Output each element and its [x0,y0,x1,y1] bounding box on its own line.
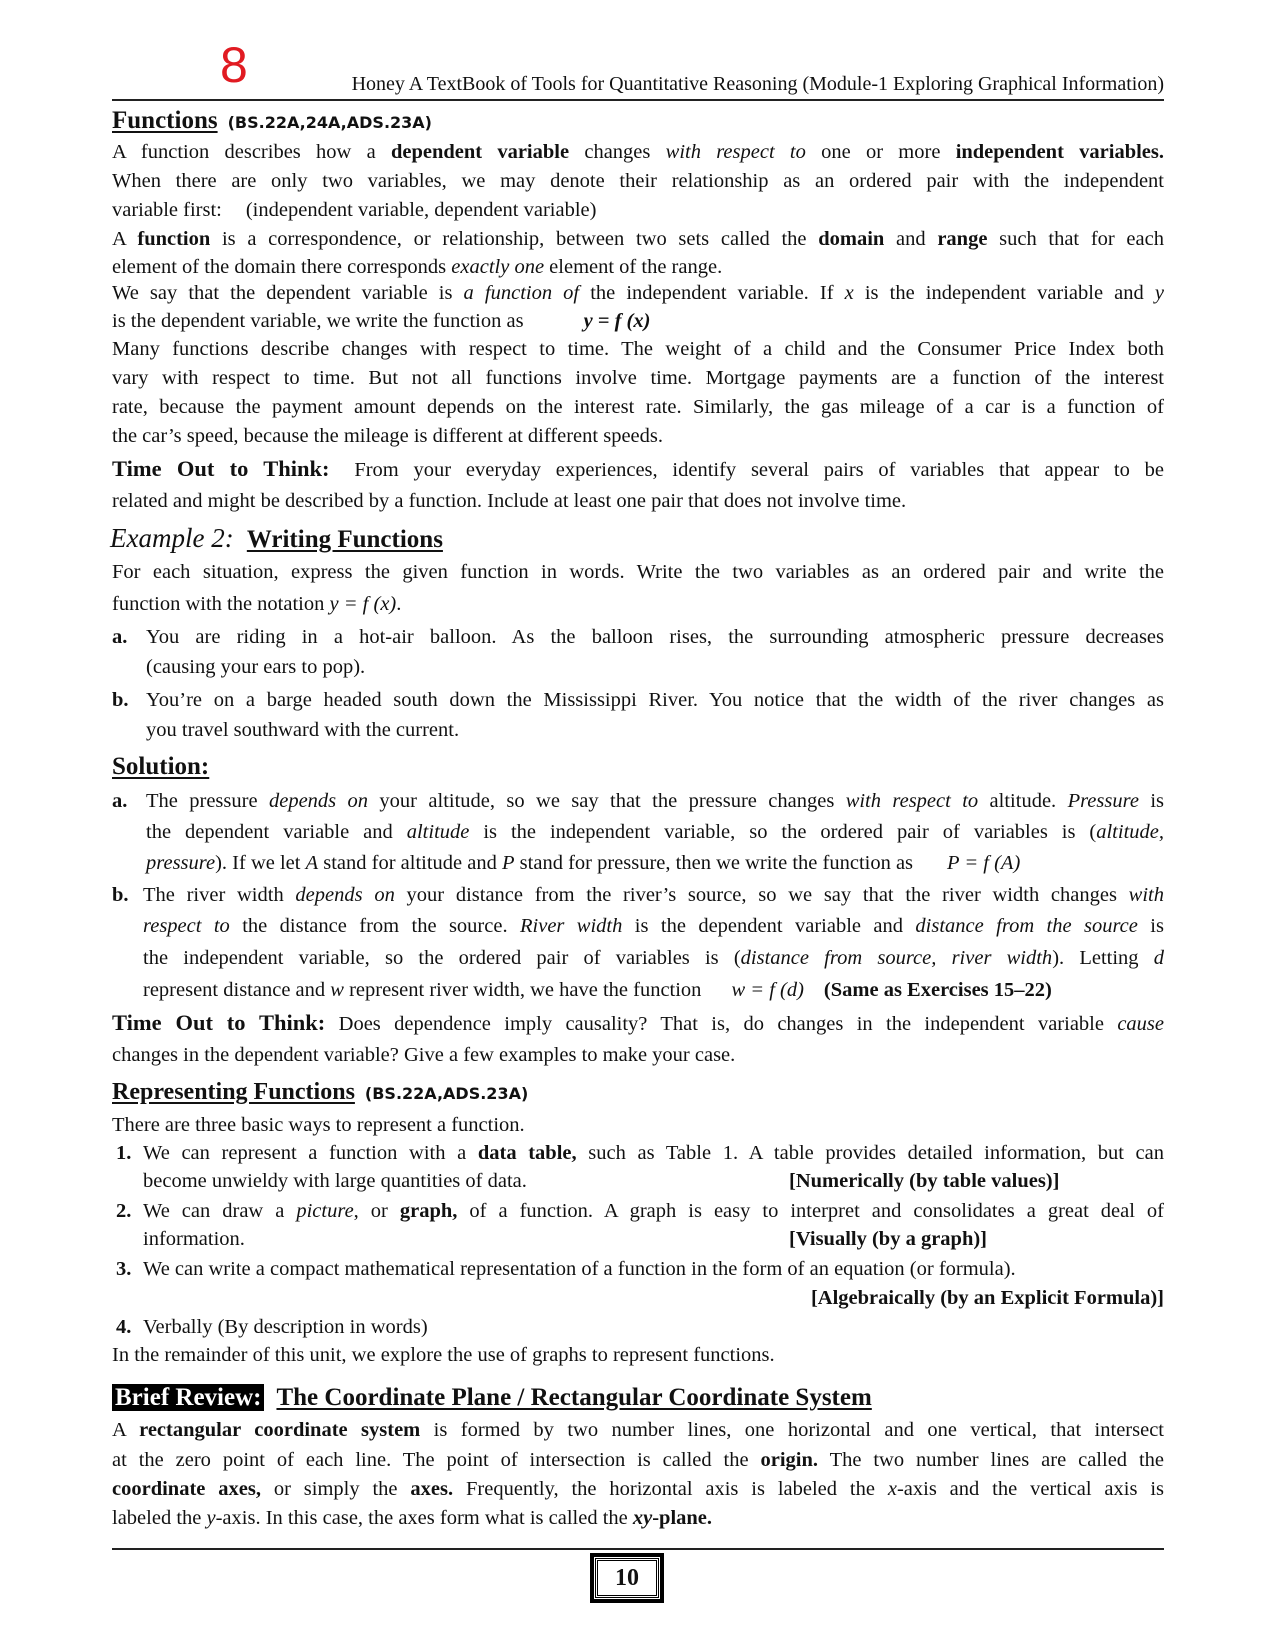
text: changes [569,141,666,163]
rep-item-3-marker: 3. [116,1258,132,1280]
brief-review-heading [112,1382,1164,1415]
chapter-number: 8 [220,37,248,93]
item-a-marker: a. [112,626,128,648]
time-out-2-line2: changes in the dependent variable? Give a few examples to make your case. [112,1044,736,1066]
example-title: Writing Functions [246,526,443,553]
text: function with the notation [112,593,330,615]
formula-w-fd: w = f (d) [731,979,804,1001]
solution-b-line4 [143,977,1164,1003]
variable-x: x [887,1478,897,1500]
text: element of the range. [544,256,723,278]
solution-a-line3 [146,850,1164,876]
item-a-line2: (causing your ears to pop). [146,656,366,678]
footer-rule [112,1548,1164,1550]
variable-y: y [206,1507,216,1529]
solution-b-line3 [143,945,1164,971]
term-domain: domain [818,228,885,250]
variable-d: d [1153,947,1164,969]
text: . [396,593,402,615]
solution-heading [112,752,1164,783]
rep-item-3-line1: We can write a compact mathematical representation of a function in the form of an equation (or formula). [143,1258,1016,1280]
emphasis: picture [296,1200,354,1222]
term-plane: -plane. [652,1507,713,1529]
solution-a-line2 [146,819,1164,845]
text: element of the domain there corresponds [112,256,452,278]
p4-line3: rate, because the payment amount depends on the interest rate. Similarly, the gas mileage of a car is a function of [112,396,1164,418]
emphasis: distance from the source [915,915,1138,937]
text: From your everyday experiences, identify several pairs of variables that appear to be [354,459,1164,481]
text: variable first: [112,199,222,221]
brief-review-badge: Brief Review: [112,1384,264,1411]
rep-item-1-line1 [143,1140,1164,1166]
text: We can draw a [143,1200,297,1222]
text: is the dependent variable, we write the function as [112,310,524,332]
term-xy: xy [632,1507,653,1529]
text: ). If we let [215,852,306,874]
emphasis: River width [520,915,623,937]
review-line4 [112,1505,1164,1531]
text: stand for altitude and [318,852,503,874]
emphasis: with [1128,884,1164,906]
text: is the independent variable and [853,282,1155,304]
p4-line4: the car’s speed, because the mileage is different at different speeds. [112,425,663,447]
text: such as Table 1. A table provides detailed information, but can [576,1142,1165,1164]
rep-item-3-tag: [Algebraically (by an Explicit Formula)] [810,1287,1164,1309]
text: -axis. In this case, the axes form what is called the [215,1507,633,1529]
term-range: range [937,228,988,250]
term-origin: origin. [760,1449,819,1471]
term-independent-variables: independent variables. [955,141,1165,163]
emphasis: a function of [463,282,580,304]
emphasis: Pressure [1067,790,1139,812]
text: your altitude, so we say that the pressure changes [368,790,846,812]
emphasis: depends on [268,790,369,812]
example-intro-line2 [112,591,1164,617]
p3-line1 [112,280,1164,306]
item-a-line1: You are riding in a hot-air balloon. As the balloon rises, the surrounding atmospheric pressure decreases [146,626,1164,648]
text: and [884,228,938,250]
term-axes: axes. [410,1478,454,1500]
text: We can represent a function with a [143,1142,478,1164]
text: Does dependence imply causality? That is, do changes in the independent variable [338,1013,1118,1035]
text: represent river width, we have the function [343,979,702,1001]
solution-a-marker: a. [112,790,128,812]
p2-line2 [112,254,1164,280]
text: of a function. A graph is easy to interpret and consolidates a great deal of [457,1200,1165,1222]
representing-codes: (BS.22A,ADS.23A) [364,1084,529,1103]
text: is the independent variable, so the ordered pair of variables is ( [469,821,1097,843]
functions-title: Functions [112,107,218,134]
text: the distance from the source. [229,915,520,937]
emphasis: pressure [146,852,216,874]
text: is a correspondence, or relationship, between two sets called the [210,228,819,250]
emphasis: cause [1117,1013,1165,1035]
text: , or [353,1200,400,1222]
text: The pressure [146,790,269,812]
emphasis: altitude [406,821,470,843]
term-coordinate-axes: coordinate axes, [112,1478,261,1500]
rep-item-1-marker: 1. [116,1142,132,1164]
ordered-pair-definition: (independent variable, dependent variable) [245,199,597,221]
text: stand for pressure, then we write the function as [514,852,914,874]
text: one or more [805,141,956,163]
text: altitude. [978,790,1068,812]
review-line3 [112,1476,1164,1502]
p4-line2: vary with respect to time. But not all functions involve time. Mortgage payments are a function of the interest [112,367,1164,389]
text: The river width [143,884,296,906]
variable-y: y [1154,282,1164,304]
text: the dependent variable and [146,821,407,843]
representing-intro: There are three basic ways to represent a function. [112,1114,525,1136]
emphasis: altitude, [1096,821,1164,843]
text: is [1137,915,1164,937]
emphasis: with respect to [845,790,979,812]
time-out-1-line1 [112,456,1164,483]
variable-w: w [330,979,344,1001]
rep-item-2-line2: information. [143,1228,245,1250]
p2-line1 [112,226,1164,252]
text: -axis and the vertical axis is [896,1478,1164,1500]
term-dependent-variable: dependent variable [390,141,570,163]
rep-item-1-tag: [Numerically (by table values)] [789,1170,1060,1192]
time-out-1-line2: related and might be described by a function. Include at least one pair that does not involve time. [112,490,907,512]
term-function: function [137,228,211,250]
example-label: Example 2: [110,523,234,553]
running-title: Honey A TextBook of Tools for Quantitative Reasoning (Module-1 Exploring Graphical Information) [351,73,1164,95]
text: the independent variable, so the ordered pair of variables is ( [143,947,741,969]
p1-line3 [112,197,1164,223]
brief-review-title: The Coordinate Plane / Rectangular Coordinate System [276,1384,872,1411]
exercise-reference: (Same as Exercises 15–22) [823,979,1052,1001]
p1-line1 [112,139,1164,165]
rep-item-4-marker: 4. [116,1316,132,1338]
representing-title: Representing Functions [112,1079,355,1105]
text: labeled the [112,1507,207,1529]
formula-y-fx: y = f (x) [583,310,651,332]
text: A function describes how a [112,141,391,163]
solution-a-line1 [146,788,1164,814]
emphasis: depends on [295,884,395,906]
item-b-marker: b. [112,689,129,711]
text: represent distance and [143,979,331,1001]
header-rule [112,99,1164,101]
text: The two number lines are called the [818,1449,1164,1471]
text: or simply the [260,1478,411,1500]
rep-item-2-line1 [143,1198,1164,1224]
formula-p-fa: P = f (A) [947,852,1021,874]
solution-b-line2 [143,913,1164,939]
text: at the zero point of each line. The point of intersection is called the [112,1449,761,1471]
time-out-label: Time Out to Think: [112,456,330,481]
representing-outro: In the remainder of this unit, we explore the use of graphs to represent functions. [112,1344,775,1366]
functions-codes: (BS.22A,24A,ADS.23A) [227,113,432,132]
variable-x: x [844,282,854,304]
text: A [112,1419,140,1441]
emphasis: exactly one [451,256,545,278]
functions-heading [112,106,1164,138]
rep-item-2-marker: 2. [116,1200,132,1222]
emphasis: distance from source, river width [740,947,1053,969]
text: Frequently, the horizontal axis is labeled the [453,1478,888,1500]
text: your distance from the river’s source, so we say that the river width changes [394,884,1129,906]
representing-heading [112,1077,1164,1109]
variable-A: A [305,852,319,874]
review-line1 [112,1417,1164,1443]
p1-line2: When there are only two variables, we may denote their relationship as an ordered pair with the independent [112,170,1164,192]
item-b-line2: you travel southward with the current. [146,719,460,741]
text: A [112,228,138,250]
time-out-2-line1 [112,1010,1164,1037]
text: ). Letting [1052,947,1154,969]
example-intro-line1: For each situation, express the given function in words. Write the two variables as an ordered pair and write the [112,561,1164,583]
rep-item-2-tag: [Visually (by a graph)] [789,1228,987,1250]
text: is the dependent variable and [622,915,916,937]
text: such that for each [987,228,1164,250]
p4-line1: Many functions describe changes with respect to time. The weight of a child and the Consumer Price Index both [112,338,1164,360]
review-line2 [112,1447,1164,1473]
text: is formed by two number lines, one horizontal and one vertical, that intersect [420,1419,1164,1441]
term-data-table: data table, [477,1142,577,1164]
text: We say that the dependent variable is [112,282,464,304]
solution-title: Solution: [112,753,210,780]
solution-b-marker: b. [112,884,129,906]
emphasis: with respect to [665,141,806,163]
rep-item-4-line1: Verbally (By description in words) [143,1316,428,1338]
emphasis: respect to [143,915,230,937]
solution-b-line1 [143,882,1164,908]
text: is [1138,790,1164,812]
item-b-line1: You’re on a barge headed south down the Mississippi River. You notice that the width of the river changes as [146,689,1164,711]
term-rectangular-coordinate-system: rectangular coordinate system [139,1419,421,1441]
p3-line2 [112,308,1164,334]
page-number-box [590,1553,664,1603]
example-heading [110,521,1162,558]
rep-item-1-line2: become unwieldy with large quantities of data. [143,1170,527,1192]
page-number: 10 [595,1558,659,1598]
formula-y-fx: y = f (x) [329,593,397,615]
variable-P: P [502,852,515,874]
text: the independent variable. If [579,282,845,304]
time-out-label: Time Out to Think: [112,1010,326,1035]
term-graph: graph, [399,1200,458,1222]
